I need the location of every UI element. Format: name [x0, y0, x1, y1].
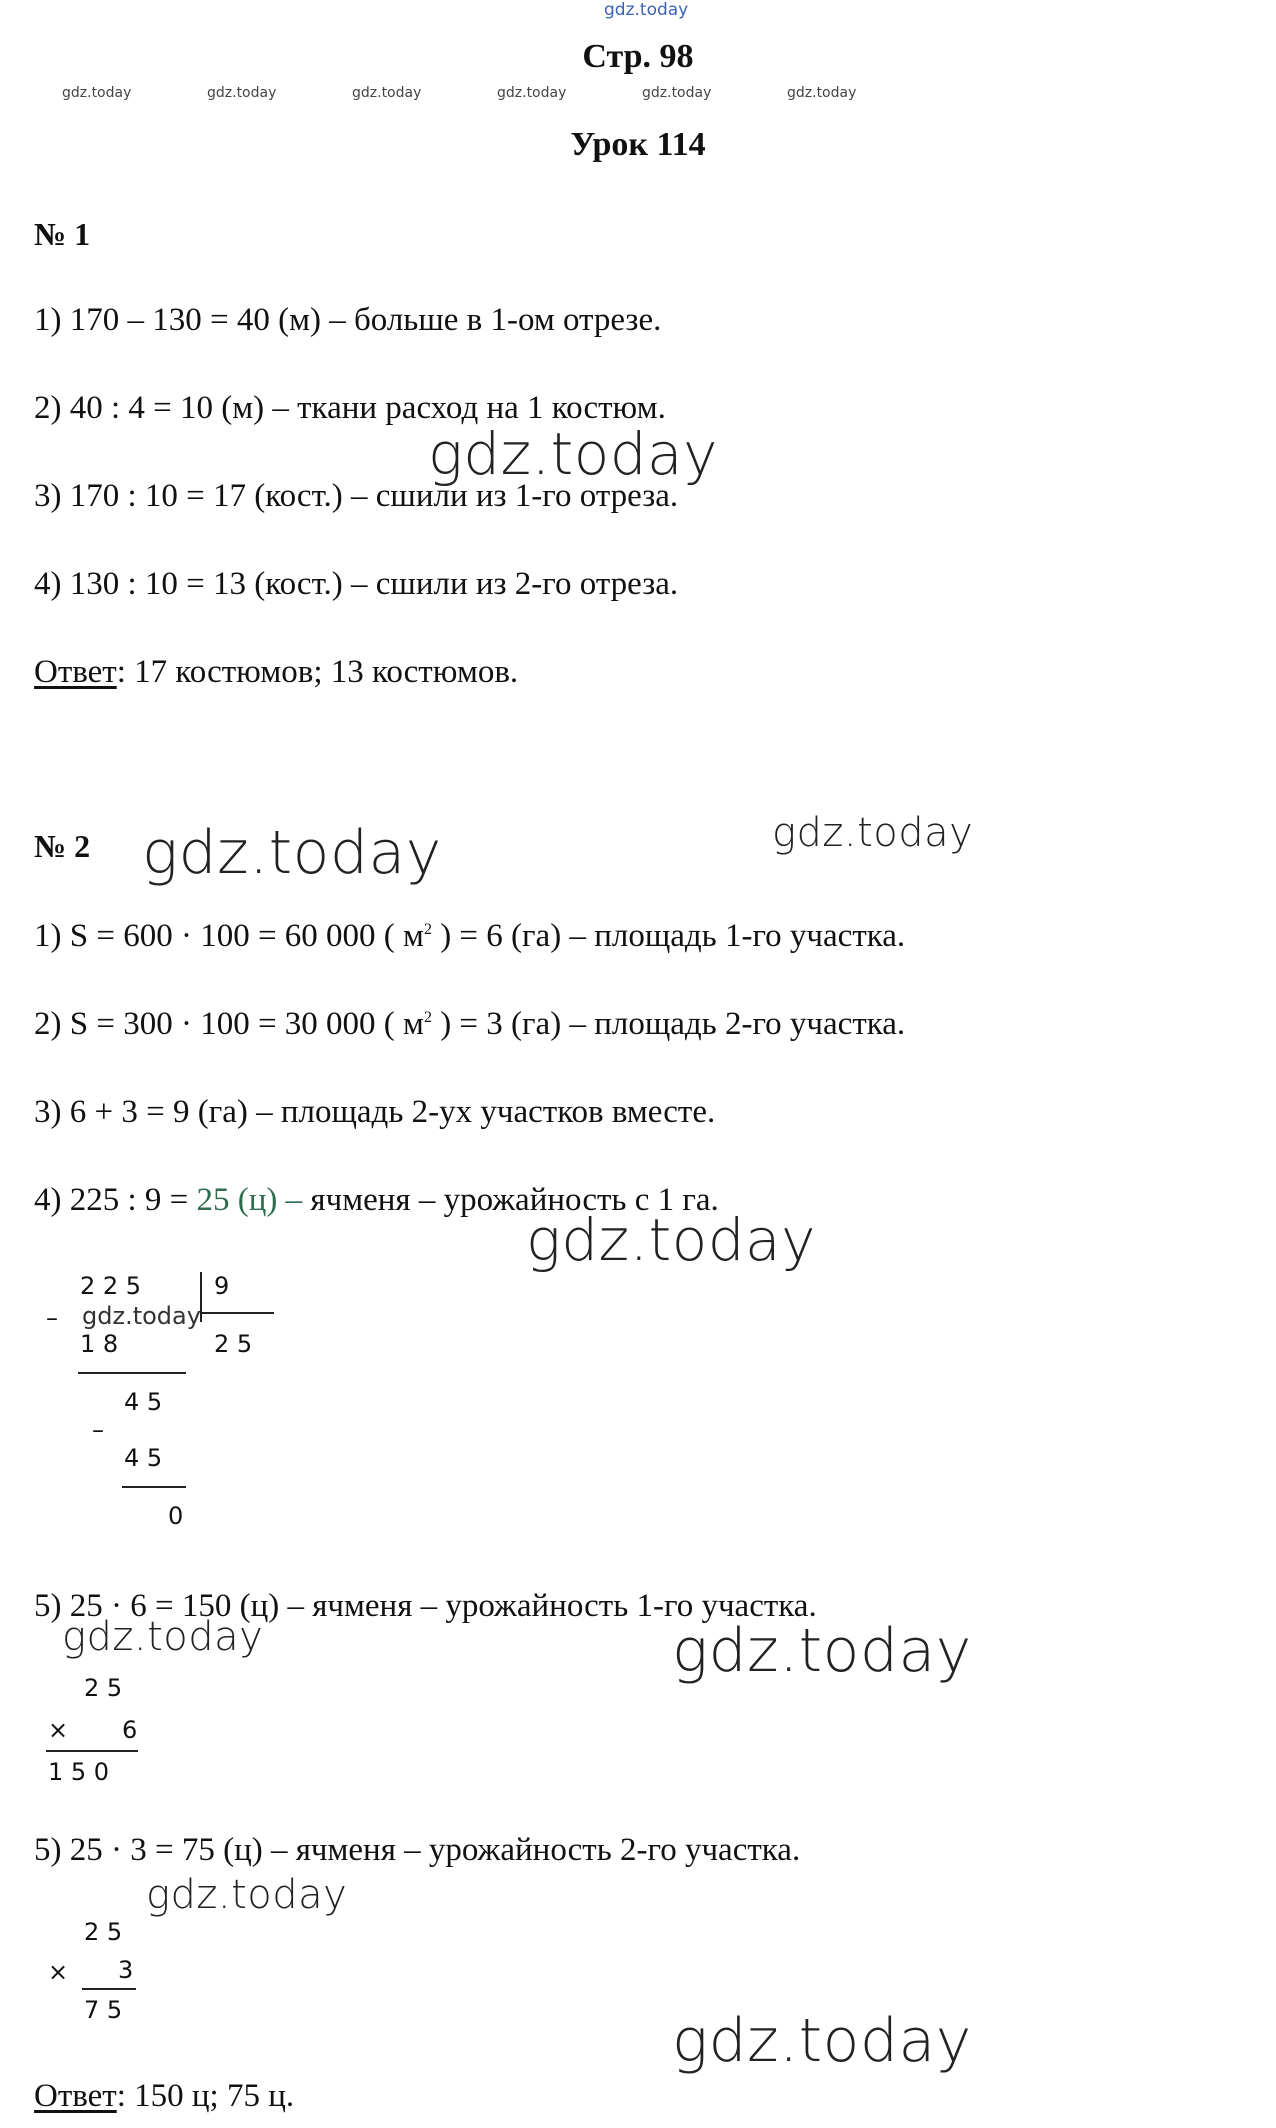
superscript: 2: [423, 1009, 432, 1026]
multiplication-line: [46, 1750, 138, 1752]
solution-line: 3) 170 : 10 = 17 (кост.) – сшили из 1-го отреза.: [34, 478, 679, 514]
superscript: 2: [423, 921, 432, 938]
solution-line: [34, 918, 905, 955]
task-number: № 1: [34, 216, 91, 252]
lesson-title: Урок 114: [570, 126, 706, 163]
dividend: 2 2 5: [80, 1272, 142, 1300]
watermark-large: gdz.today: [146, 1872, 348, 1918]
times-sign: ×: [48, 1716, 69, 1744]
division-line: [122, 1486, 186, 1488]
remainder: 4 5: [124, 1388, 163, 1416]
task-number: № 2: [34, 828, 91, 864]
solution-line: 1) 170 – 130 = 40 (м) – больше в 1-ом отрезе.: [34, 302, 662, 338]
line-part: ) = 3 (га) – площадь 2-го участка.: [431, 1006, 906, 1042]
watermark-small: gdz.today: [62, 85, 132, 101]
watermark-large: gdz.today: [672, 1616, 972, 1686]
page-title: Стр. 98: [582, 38, 694, 75]
solution-line: 4) 130 : 10 = 13 (кост.) – сшили из 2-го отреза.: [34, 566, 679, 602]
multiplicand: 2 5: [84, 1918, 123, 1946]
solution-line: 5) 25 · 3 = 75 (ц) – ячменя – урожайность 2-го участка.: [34, 1832, 801, 1868]
watermark-small: gdz.today: [787, 85, 857, 101]
line-part: ) = 6 (га) – площадь 1-го участка.: [431, 918, 906, 954]
subtrahend: 1 8: [80, 1330, 119, 1358]
multiplier: 3: [118, 1956, 134, 1984]
watermark-large: gdz.today: [62, 1614, 264, 1660]
line-part: 1) S = 600 · 100 = 60 000 ( м: [34, 918, 424, 954]
watermark-large: gdz.today: [672, 2006, 972, 2076]
multiplicand: 2 5: [84, 1674, 123, 1702]
watermark-large: gdz.today: [142, 818, 442, 888]
answer-label: Ответ: [34, 2078, 117, 2114]
multiplication-line: [82, 1988, 136, 1990]
answer-text: : 150 ц; 75 ц.: [116, 2078, 295, 2114]
product: 7 5: [84, 1996, 123, 2024]
divisor: 9: [214, 1272, 230, 1300]
line-part: 4) 225 : 9 =: [34, 1182, 197, 1218]
watermark-large: gdz.today: [772, 810, 974, 856]
watermark-small: gdz.today: [207, 85, 277, 101]
divisor-underline: [200, 1312, 274, 1314]
solution-line: [34, 1006, 905, 1043]
answer-text: : 17 костюмов; 13 костюмов.: [116, 654, 519, 690]
times-sign: ×: [48, 1958, 69, 1986]
line-part: 2) S = 300 · 100 = 30 000 ( м: [34, 1006, 424, 1042]
line-part-highlight: 25 (ц) –: [196, 1182, 303, 1218]
multiplier: 6: [122, 1716, 138, 1744]
solution-line: 3) 6 + 3 = 9 (га) – площадь 2-ух участков вместе.: [34, 1094, 716, 1130]
answer-label: Ответ: [34, 654, 117, 690]
answer-line: [34, 654, 518, 691]
solution-line: 5) 25 · 6 = 150 (ц) – ячменя – урожайность 1-го участка.: [34, 1588, 817, 1624]
product: 1 5 0: [48, 1758, 110, 1786]
watermark-small: gdz.today: [82, 1302, 201, 1330]
watermark-small: gdz.today: [642, 85, 712, 101]
quotient: 2 5: [214, 1330, 253, 1358]
remainder: 0: [168, 1502, 184, 1530]
watermark-large: gdz.today: [526, 1206, 816, 1274]
division-line: [78, 1372, 186, 1374]
watermark-small: gdz.today: [497, 85, 567, 101]
minus-sign: –: [92, 1416, 104, 1444]
watermark-small: gdz.today: [352, 85, 422, 101]
line-part: ячменя – урожайность с 1 га.: [302, 1182, 719, 1218]
watermark-large: gdz.today: [428, 420, 718, 488]
minus-sign: –: [46, 1304, 58, 1332]
subtrahend: 4 5: [124, 1444, 163, 1472]
solution-line: 2) 40 : 4 = 10 (м) – ткани расход на 1 костюм.: [34, 390, 666, 426]
watermark-top: gdz.today: [604, 0, 689, 20]
answer-line: [34, 2078, 294, 2115]
